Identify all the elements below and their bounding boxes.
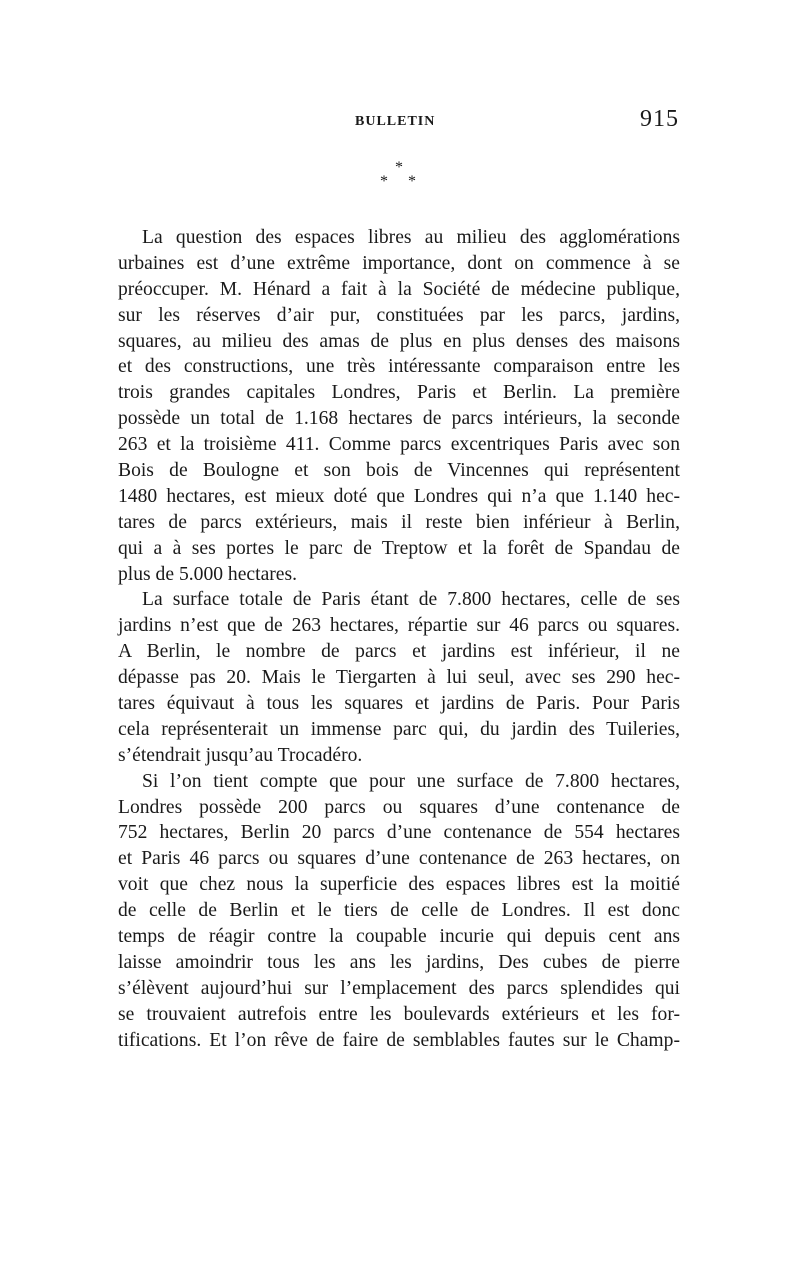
- article-body: [118, 225, 680, 1054]
- text-line: tares de parcs extérieurs, mais il reste bien inférieur à Berlin,: [118, 511, 680, 533]
- text-line: tifications. Et l’on rêve de faire de semblables fautes sur le Champ-: [118, 1029, 680, 1051]
- text-line: voit que chez nous la superficie des espaces libres est la moitié: [118, 874, 680, 896]
- text-line: 1480 hectares, est mieux doté que Londres qui n’a que 1.140 hec-: [118, 485, 680, 507]
- text-line: laisse amoindrir tous les ans les jardins, Des cubes de pierre: [118, 951, 680, 973]
- text-line: squares, au milieu des amas de plus en plus denses des maisons: [118, 330, 680, 352]
- text-line: tares équivaut à tous les squares et jardins de Paris. Pour Paris: [118, 693, 680, 715]
- text-line: La question des espaces libres au milieu des agglomérations: [142, 227, 680, 248]
- text-line: s’étendrait jusqu’au Trocadéro.: [118, 744, 363, 766]
- running-header: [0, 106, 800, 136]
- text-line: dépasse pas 20. Mais le Tiergarten à lui seul, avec ses 290 hec-: [118, 667, 680, 689]
- text-line: A Berlin, le nombre de parcs et jardins est inférieur, il ne: [118, 641, 680, 663]
- running-title: BULLETIN: [355, 114, 436, 129]
- text-line: 752 hectares, Berlin 20 parcs d’une contenance de 554 hectares: [118, 822, 680, 844]
- text-line: possède un total de 1.168 hectares de parcs intérieurs, la seconde: [118, 408, 680, 430]
- paragraph: [118, 587, 680, 768]
- text-line: plus de 5.000 hectares.: [118, 563, 298, 585]
- text-line: et des constructions, une très intéressante comparaison entre les: [118, 356, 680, 378]
- text-line: s’élèvent aujourd’hui sur l’emplacement des parcs splendides qui: [118, 977, 680, 999]
- text-line: se trouvaient autrefois entre les boulevards extérieurs et les for-: [118, 1003, 680, 1025]
- text-line: Londres possède 200 parcs ou squares d’une contenance de: [118, 796, 680, 818]
- text-line: trois grandes capitales Londres, Paris et Berlin. La première: [118, 382, 680, 404]
- asterism-ornament: * * *: [380, 159, 416, 190]
- text-line: urbaines est d’une extrême importance, dont on commence à se: [118, 252, 680, 274]
- page-number: 915: [640, 106, 679, 132]
- paragraph: [118, 225, 680, 587]
- text-line: sur les réserves d’air pur, constituées par les parcs, jardins,: [118, 304, 680, 326]
- text-line: cela représenterait un immense parc qui, du jardin des Tuileries,: [118, 718, 680, 740]
- paragraph: [118, 769, 680, 1054]
- text-line: 263 et la troisième 411. Comme parcs excentriques Paris avec son: [118, 434, 680, 456]
- text-line: qui a à ses portes le parc de Treptow et la forêt de Spandau de: [118, 537, 680, 559]
- text-line: jardins n’est que de 263 hectares, répartie sur 46 parcs ou squares.: [118, 615, 680, 637]
- text-line: Bois de Boulogne et son bois de Vincennes qui représentent: [118, 460, 680, 482]
- text-line: préoccuper. M. Hénard a fait à la Société de médecine publique,: [118, 278, 680, 300]
- text-line: temps de réagir contre la coupable incurie qui depuis cent ans: [118, 926, 680, 948]
- text-line: La surface totale de Paris étant de 7.800 hectares, celle de ses: [142, 589, 680, 611]
- text-line: et Paris 46 parcs ou squares d’une contenance de 263 hectares, on: [118, 848, 680, 870]
- text-line: Si l’on tient compte que pour une surface de 7.800 hectares,: [142, 770, 680, 792]
- text-line: de celle de Berlin et le tiers de celle de Londres. Il est donc: [118, 900, 680, 922]
